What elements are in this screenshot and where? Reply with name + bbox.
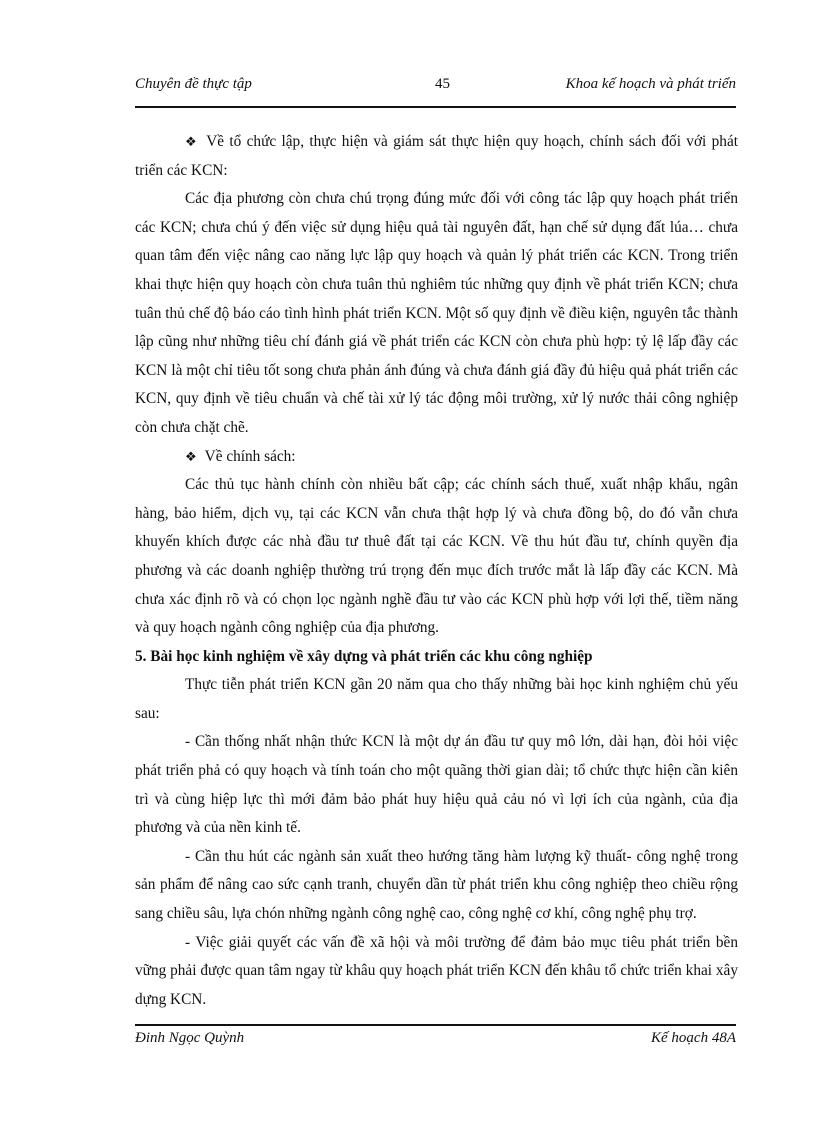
diamond-bullet-icon: ❖ xyxy=(185,134,199,149)
bullet-item xyxy=(135,128,738,185)
header-department: Khoa kế hoạch và phát triển xyxy=(565,76,736,92)
bullet-text: Về chính sách: xyxy=(204,447,296,465)
paragraph: - Cần thống nhất nhận thức KCN là một dự án đầu tư quy mô lớn, dài hạn, đòi hỏi việc phát triển phả có quy hoạch và tính toán cho một quãng thời gian dài; tổ chức thực hiện cần kiên trì và cùng hiệp lực thì mới đảm bảo phát huy hiệu quả cảu nó vì lợi ích của ngành, của địa phương và của nền kinh tế. xyxy=(135,733,738,837)
bullet-text: Về tổ chức lập, thực hiện và giám sát thực hiện quy hoạch, chính sách đối với phát triển các KCN: xyxy=(135,133,738,179)
section-heading: 5. Bài học kinh nghiệm về xây dựng và phát triển các khu công nghiệp xyxy=(135,647,593,665)
footer-class: Kế hoạch 48A xyxy=(651,1030,736,1046)
header-rule xyxy=(135,106,736,108)
footer-author: Đinh Ngọc Quỳnh xyxy=(135,1030,245,1046)
paragraph: - Việc giải quyết các vấn đề xã hội và môi trường để đảm bảo mục tiêu phát triển bền vững phải được quan tâm ngay từ khâu quy hoạch phát triển KCN đến khâu tổ chức triển khai xây dựng KCN. xyxy=(135,933,738,1008)
footer-rule xyxy=(135,1024,736,1026)
page-body xyxy=(135,128,738,1014)
page-header xyxy=(135,76,736,100)
paragraph: Thực tiễn phát triển KCN gần 20 năm qua cho thấy những bài học kinh nghiệm chủ yếu sau: xyxy=(135,676,738,722)
bullet-item xyxy=(135,443,738,472)
paragraph: Các địa phương còn chưa chú trọng đúng mức đối với công tác lập quy hoạch phát triển các KCN; chưa chú ý đến việc sử dụng hiệu quả tài nguyên đất, hạn chế sử dụng đất lúa… chưa quan tâm đến việc nâng cao năng lực lập quy hoạch và quản lý phát triển các KCN. Trong triển khai thực hiện quy hoạch còn chưa tuân thủ nghiêm túc những quy định về phát triển KCN; chưa tuân thủ chế độ báo cáo tình hình phát triển KCN. Một số quy định về điều kiện, nguyên tắc thành lập cũng như những tiêu chí đánh giá về phát triển các KCN còn chưa phù hợp: tỷ lệ lấp đầy các KCN là một chỉ tiêu tốt song chưa phản ánh đúng và chưa đánh giá đầy đủ hiệu quả phát triển các KCN, quy định về tiêu chuẩn và chế tài xử lý tác động môi trường, xử lý nước thải công nghiệp còn chưa chặt chẽ. xyxy=(135,190,738,436)
diamond-bullet-icon: ❖ xyxy=(185,448,197,464)
header-title: Chuyên đề thực tập xyxy=(135,76,252,92)
paragraph: - Cần thu hút các ngành sản xuất theo hướng tăng hàm lượng kỹ thuất- công nghệ trong sản phẩm để nâng cao sức cạnh tranh, chuyển dần từ phát triển khu công nghiệp theo chiều rộng sang chiều sâu, lựa chón những ngành công nghệ cao, công nghệ cơ khí, công nghệ phụ trợ. xyxy=(135,847,738,923)
page-number: 45 xyxy=(435,76,450,92)
paragraph: Các thủ tục hành chính còn nhiều bất cập; các chính sách thuế, xuất nhập khẩu, ngân hàng, bảo hiểm, dịch vụ, tại các KCN vẫn chưa thật hợp lý và chưa đồng bộ, do đó vẫn chưa khuyến khích được các nhà đầu tư thuê đất tại các KCN. Về thu hút đầu tư, chính quyền địa phương và các doanh nghiệp thường trú trọng đến mục đích trước mắt là lấp đầy các KCN. Mà chưa xác định rõ và có chọn lọc ngành nghề đầu tư vào các KCN phù hợp với lợi thế, tiềm năng và quy hoạch ngành công nghiệp của địa phương. xyxy=(135,476,738,637)
